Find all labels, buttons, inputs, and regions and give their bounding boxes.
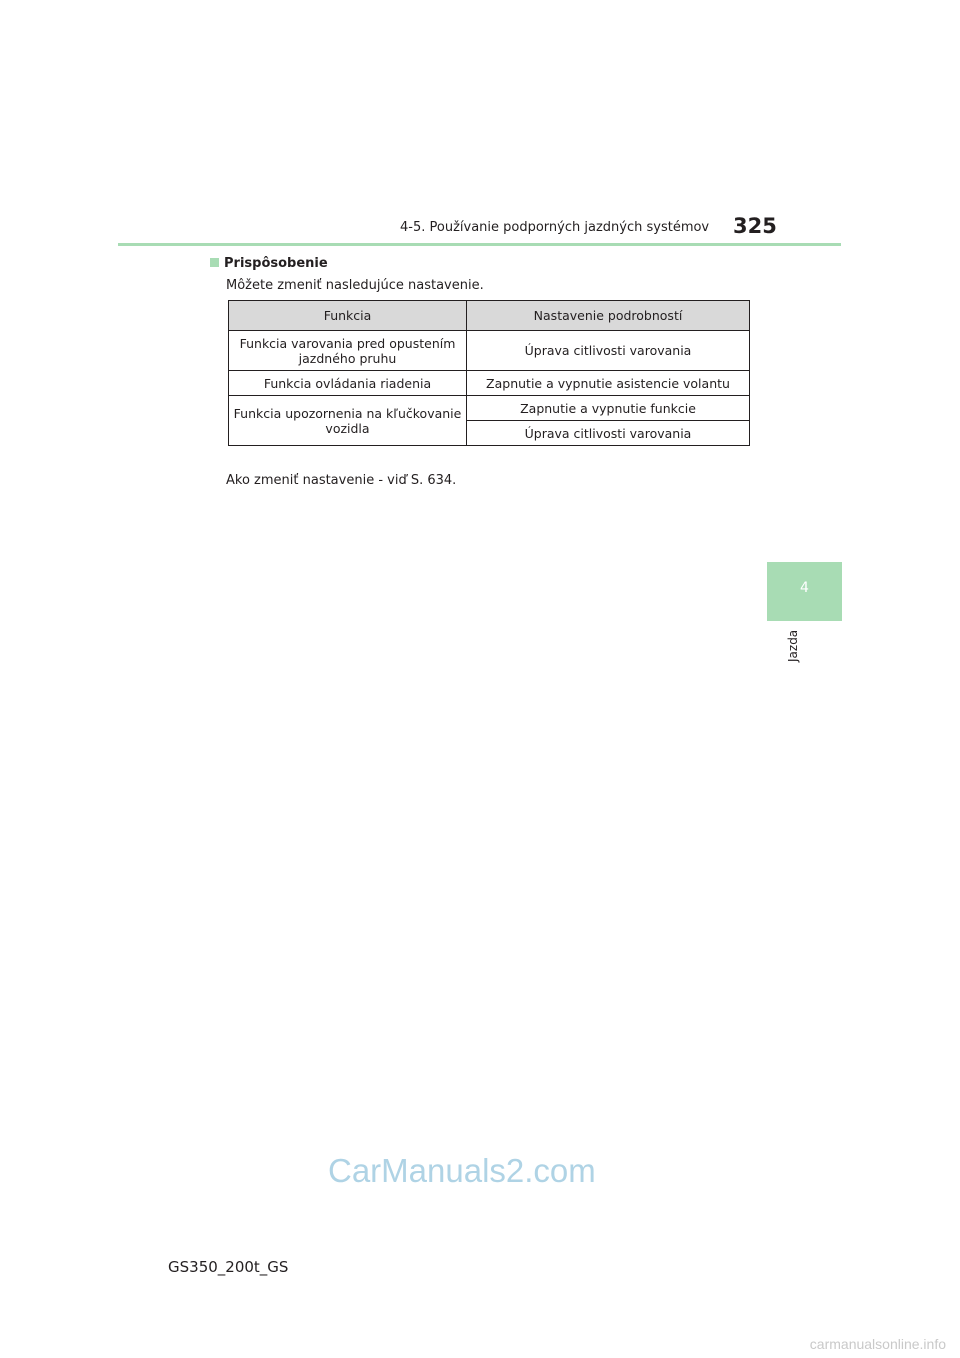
square-bullet-icon [210,258,219,267]
header-divider [118,243,841,246]
settings-table [228,300,750,446]
page-reference-note: Ako zmeniť nastavenie - viď S. 634. [226,473,457,488]
table-cell-function: Funkcia varovania pred opustením jazdného pruhu [229,331,467,371]
table-row [229,371,750,396]
table-header-cell: Funkcia [229,301,467,331]
table-cell-function: Funkcia ovládania riadenia [229,371,467,396]
model-code: GS350_200t_GS [168,1258,289,1276]
bottom-watermark-bar [0,1330,960,1358]
table-header-cell: Nastavenie podrobností [467,301,750,331]
table-row [229,331,750,371]
section-title: 4-5. Používanie podporných jazdných systémov [400,220,710,235]
chapter-number: 4 [800,580,809,596]
chapter-tab[interactable] [767,562,842,621]
table-cell-setting: Úprava citlivosti varovania [467,421,750,446]
chapter-label: Jazda [786,630,800,663]
table-cell-function: Funkcia upozornenia na kľučkovanie vozidla [229,396,467,446]
bottom-watermark-text: carmanualsonline.info [809,1336,946,1352]
table-cell-setting: Zapnutie a vypnutie asistencie volantu [467,371,750,396]
page-number: 325 [733,214,777,238]
watermark-logo: CarManuals2.com [328,1152,596,1189]
section-heading-text: Prispôsobenie [224,256,328,271]
table-cell-setting: Úprava citlivosti varovania [467,331,750,371]
table-cell-setting: Zapnutie a vypnutie funkcie [467,396,750,421]
table-row [229,396,750,421]
table-header-row [229,301,750,331]
section-heading [210,256,328,271]
intro-text: Môžete zmeniť nasledujúce nastavenie. [226,278,484,293]
